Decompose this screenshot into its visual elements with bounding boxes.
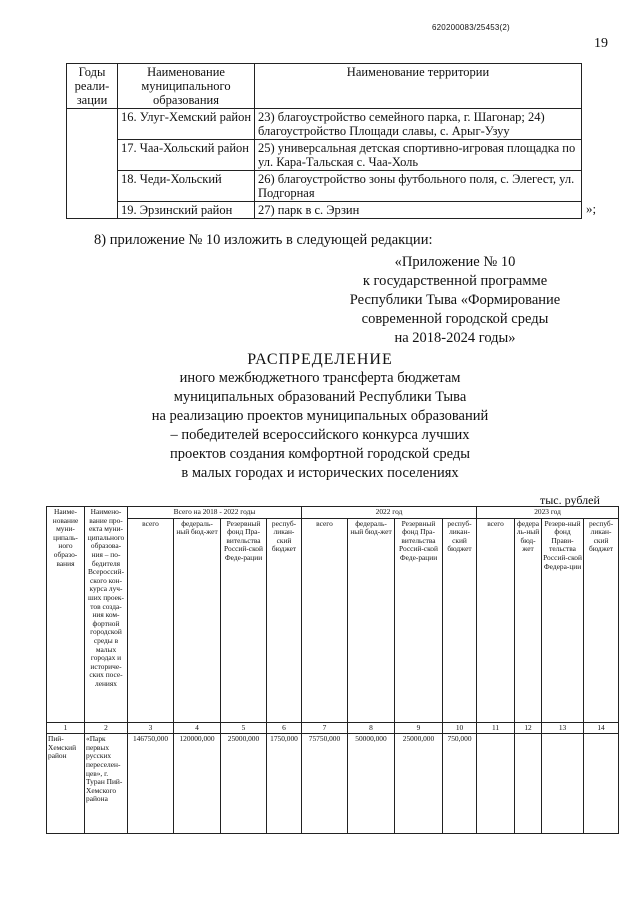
- municipality-cell: Пий-Хемский район: [47, 734, 85, 834]
- group-2022: 2022 год: [302, 507, 477, 519]
- title-line: муниципальных образований Республики Тыва: [173, 389, 467, 405]
- column-index: 8: [348, 722, 395, 734]
- territory-cell: 25) универсальная детская спортивно-игровая площадка по ул. Кара-Тальская с. Чаа-Холь: [255, 140, 582, 171]
- col-republic: респуб-ликан-ский бюджет: [443, 518, 477, 722]
- municipality-cell: 18. Чеди-Хольский: [118, 171, 255, 202]
- closing-quote: »;: [586, 201, 597, 216]
- group-2018-2022: Всего на 2018 - 2022 годы: [128, 507, 302, 519]
- column-index: 2: [85, 722, 128, 734]
- appendix-line: к государственной программе: [362, 273, 548, 289]
- value-cell: 25000,000: [395, 734, 443, 834]
- column-index: 3: [128, 722, 174, 734]
- table-row: [67, 109, 582, 140]
- territory-cell: 27) парк в с. Эрзин: [255, 202, 582, 219]
- column-index: 10: [443, 722, 477, 734]
- column-index: 5: [221, 722, 267, 734]
- title-line: – победителей всероссийского конкурса лучших: [170, 427, 470, 443]
- value-cell: [542, 734, 584, 834]
- col-total: всего: [302, 518, 348, 722]
- title-heading: РАСПРЕДЕЛЕНИЕ: [247, 351, 393, 368]
- title-line: проектов создания комфортной городской среды: [170, 446, 470, 462]
- col-federal: федераль-ный бюд-жет: [348, 518, 395, 722]
- appendix-line: «Приложение № 10: [394, 254, 516, 270]
- title-line: на реализацию проектов муниципальных образований: [151, 408, 489, 424]
- value-cell: [515, 734, 542, 834]
- value-cell: 50000,000: [348, 734, 395, 834]
- value-cell: 1750,000: [267, 734, 302, 834]
- column-index-row: [47, 722, 619, 734]
- value-cell: [477, 734, 515, 834]
- column-index: 6: [267, 722, 302, 734]
- group-2023: 2023 год: [477, 507, 619, 519]
- column-index: 11: [477, 722, 515, 734]
- distribution-title: [0, 350, 640, 483]
- table-subheader-row: [47, 518, 619, 722]
- appendix-line: Республики Тыва «Формирование: [349, 292, 561, 308]
- distribution-table: [46, 506, 619, 834]
- appendix-block: [320, 253, 590, 348]
- col-republic: респуб-ликан-ский бюджет: [267, 518, 302, 722]
- column-index: 12: [515, 722, 542, 734]
- column-index: 4: [174, 722, 221, 734]
- column-index: 7: [302, 722, 348, 734]
- col-reserve: Резервный фонд Пра-вительства Россий-ской Феде-рации: [221, 518, 267, 722]
- col-total: всего: [477, 518, 515, 722]
- units-label: тыс. рублей: [540, 493, 600, 507]
- value-cell: 120000,000: [174, 734, 221, 834]
- value-cell: 146750,000: [128, 734, 174, 834]
- title-line: в малых городах и исторических поселениях: [181, 465, 459, 481]
- column-index: 13: [542, 722, 584, 734]
- col-federal: федераль-ный бюд-жет: [515, 518, 542, 722]
- table-row: [47, 734, 619, 834]
- document-id: 620200083/25453(2): [432, 23, 510, 32]
- territory-table: [66, 63, 582, 219]
- col-reserve: Резерв-ный фонд Прави-тельства Россий-ской Федера-ции: [542, 518, 584, 722]
- municipality-cell: 17. Чаа-Хольский район: [118, 140, 255, 171]
- project-cell: «Парк первых русских переселен-цев», г. Туран Пий-Хемского района: [85, 734, 128, 834]
- appendix-line: современной городской среды: [361, 311, 549, 327]
- col-years: Годы реали-зации: [67, 64, 118, 109]
- column-index: 1: [47, 722, 85, 734]
- value-cell: 25000,000: [221, 734, 267, 834]
- amendment-text: 8) приложение № 10 изложить в следующей редакции:: [94, 232, 433, 248]
- col-reserve: Резервный фонд Пра-вительства Россий-ской Феде-рации: [395, 518, 443, 722]
- territory-cell: 23) благоустройство семейного парка, г. Шагонар; 24) благоустройство Площади славы, с. Арыг-Узуу: [255, 109, 582, 140]
- appendix-line: на 2018-2024 годы»: [394, 330, 516, 346]
- col-municipality: Наименование муниципального образования: [118, 64, 255, 109]
- col-federal: федераль-ный бюд-жет: [174, 518, 221, 722]
- table-row: [67, 171, 582, 202]
- col-republic: респуб-ликан-ский бюджет: [584, 518, 619, 722]
- table-row: [67, 140, 582, 171]
- municipality-cell: 19. Эрзинский район: [118, 202, 255, 219]
- title-line: иного межбюджетного трансферта бюджетам: [179, 370, 461, 386]
- column-index: 9: [395, 722, 443, 734]
- col-total: всего: [128, 518, 174, 722]
- table-row: [67, 202, 582, 219]
- column-index: 14: [584, 722, 619, 734]
- table-header-row: [47, 507, 619, 519]
- value-cell: 75750,000: [302, 734, 348, 834]
- territory-cell: 26) благоустройство зоны футбольного поля, с. Элегест, ул. Подгорная: [255, 171, 582, 202]
- value-cell: [584, 734, 619, 834]
- col-municipality: Наиме-нование муни-ципаль-ного образо-вания: [47, 507, 85, 723]
- page-number: 19: [594, 36, 608, 51]
- value-cell: 750,000: [443, 734, 477, 834]
- col-territory: Наименование территории: [255, 64, 582, 109]
- col-project: Наимено-вание про-екта муни-ципального образова-ния – по-бедителя Всероссий-ского кон-курса луч-ших проек-тов созда-ния ком-фортной городской среды в малых городах и историче-ских посе-лениях: [85, 507, 128, 723]
- table-header-row: [67, 64, 582, 109]
- municipality-cell: 16. Улуг-Хемский район: [118, 109, 255, 140]
